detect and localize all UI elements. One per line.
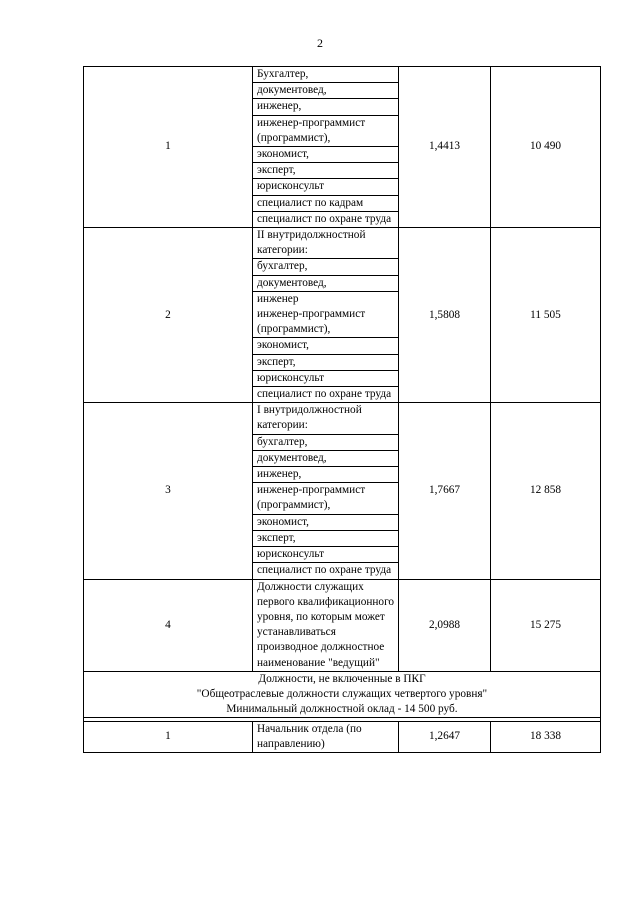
position-name: экономист, bbox=[253, 147, 398, 163]
position-name: специалист по охране труда bbox=[257, 564, 392, 577]
position-cell bbox=[253, 579, 399, 671]
position-cell bbox=[253, 403, 399, 579]
section-row bbox=[84, 671, 601, 717]
table-row bbox=[84, 579, 601, 671]
table-row bbox=[84, 403, 601, 579]
section-line: Должности, не включенные в ПКГ bbox=[258, 672, 426, 685]
position-name: специалист по охране труда bbox=[257, 212, 392, 225]
salary: 18 338 bbox=[491, 721, 601, 752]
row-number: 1 bbox=[84, 67, 253, 228]
position-name: инженер-программист (программист), bbox=[253, 483, 398, 514]
salary: 12 858 bbox=[491, 403, 601, 579]
table-row bbox=[84, 721, 601, 752]
position-name: инженер, bbox=[253, 99, 398, 115]
row-number: 2 bbox=[84, 228, 253, 403]
position-name: юрисконсульт bbox=[253, 371, 398, 387]
position-name: специалист по охране труда bbox=[257, 388, 392, 401]
row-number: 4 bbox=[84, 579, 253, 671]
salary: 15 275 bbox=[491, 579, 601, 671]
position-cell bbox=[253, 67, 399, 228]
position-name: Начальник отдела (по направлению) bbox=[257, 722, 362, 750]
coefficient: 2,0988 bbox=[399, 579, 491, 671]
coefficient: 1,7667 bbox=[399, 403, 491, 579]
position-name: инженер-программист (программист), bbox=[253, 307, 398, 338]
position-name: бухгалтер, bbox=[253, 259, 398, 275]
table-row bbox=[84, 228, 601, 403]
coefficient: 1,2647 bbox=[399, 721, 491, 752]
position-name: эксперт, bbox=[253, 163, 398, 179]
position-name: инженер, bbox=[253, 467, 398, 483]
position-name: Должности служащих первого квалификационного уровня, по которым может устанавливаться производное должностное наименование "ведущий" bbox=[257, 580, 395, 669]
table-row bbox=[84, 67, 601, 228]
position-name: инженер-программист (программист), bbox=[253, 116, 398, 147]
position-name: экономист, bbox=[253, 515, 398, 531]
position-cell bbox=[253, 228, 399, 403]
position-name: экономист, bbox=[253, 338, 398, 354]
page-number: 2 bbox=[317, 36, 323, 50]
salary-table bbox=[83, 66, 601, 753]
position-cell bbox=[253, 721, 399, 752]
coefficient: 1,5808 bbox=[399, 228, 491, 403]
position-name: Бухгалтер, bbox=[253, 67, 398, 83]
position-name: специалист по кадрам bbox=[253, 196, 398, 212]
row-number: 3 bbox=[84, 403, 253, 579]
salary: 11 505 bbox=[491, 228, 601, 403]
section-line: Минимальный должностной оклад - 14 500 руб. bbox=[226, 702, 458, 715]
position-name: документовед, bbox=[253, 451, 398, 467]
position-name: юрисконсульт bbox=[253, 179, 398, 195]
position-name: эксперт, bbox=[253, 531, 398, 547]
position-name: эксперт, bbox=[253, 355, 398, 371]
position-name: документовед, bbox=[253, 276, 398, 292]
coefficient: 1,4413 bbox=[399, 67, 491, 228]
position-name: II внутридолжностной категории: bbox=[253, 228, 398, 259]
position-name: инженер bbox=[257, 292, 299, 305]
position-name: юрисконсульт bbox=[253, 547, 398, 563]
row-number: 1 bbox=[84, 721, 253, 752]
salary: 10 490 bbox=[491, 67, 601, 228]
section-line: "Общеотраслевые должности служащих четвертого уровня" bbox=[196, 687, 488, 700]
section-heading bbox=[84, 671, 601, 717]
position-name: I внутридолжностной категории: bbox=[253, 403, 398, 434]
position-name: документовед, bbox=[253, 83, 398, 99]
position-name: бухгалтер, bbox=[253, 435, 398, 451]
